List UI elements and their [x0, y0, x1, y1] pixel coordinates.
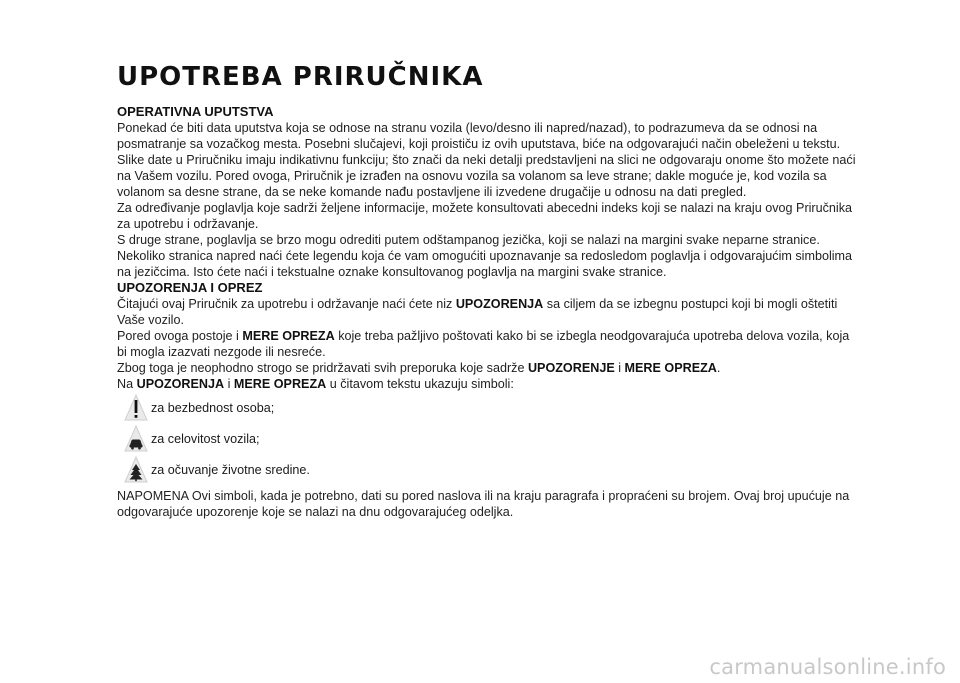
paragraph: Ponekad će biti data uputstva koja se odnose na stranu vozila (levo/desno ili napred/nazad), to podrazumeva da se odnosi na posmatranje sa vozačkog mesta. Posebni slučajevi, koji proističu iz ovih uputstava, biće na odgovarajući način obeleženi u tekstu. — [117, 121, 841, 151]
bold-term: MERE OPREZA — [233, 377, 327, 391]
symbol-row-vehicle — [117, 424, 857, 454]
section-heading-operativna: OPERATIVNA UPUTSTVA — [117, 104, 274, 119]
symbol-label: za bezbednost osoba; — [151, 401, 275, 415]
warning-tree-icon — [123, 455, 149, 485]
bold-term: UPOZORENJA — [136, 377, 225, 391]
paragraph: Za određivanje poglavlja koje sadrži željene informacije, možete konsultovati abecedni indeks koji se nalazi na kraju ovog Priručnika za upotrebu i održavanje. — [117, 201, 853, 231]
symbol-label: za celovitost vozila; — [151, 432, 260, 446]
page-title: UPOTREBA PRIRUČNIKA — [117, 62, 484, 92]
bold-term: UPOZORENJA — [455, 297, 544, 311]
section-heading-upozorenja: UPOZORENJA I OPREZ — [117, 280, 263, 295]
bold-term: MERE OPREZA — [624, 361, 717, 375]
paragraph: S druge strane, poglavlja se brzo mogu odrediti putem odštampanog jezička, koji se nalazi na margini svake neparne stranice. Nekoliko stranica napred naći ćete legendu koja će vam omogućiti upoznavanje sa redosledom poglavlja i odgovarajućim simbolima na jezičcima. Isto ćete naći i tekstualne oznake konsultovanog poglavlja na margini svake stranice. — [117, 233, 853, 279]
note-paragraph: NAPOMENA Ovi simboli, kada je potrebno, dati su pored naslova ili na kraju paragrafa i propraćeni su brojem. Ovaj broj upućuje na odgovarajuće upozorenje koje se nalazi na dnu odgovarajućeg odeljka. — [117, 489, 850, 519]
paragraph: Pored ovoga postoje i MERE OPREZA koje treba pažljivo poštovati kako bi se izbegla neodgovarajuća upotreba delova vozila, koja bi mogla izazvati nezgode ili nesreće. — [117, 329, 850, 359]
symbol-row-environment — [117, 455, 857, 485]
warning-exclamation-icon — [123, 393, 149, 423]
paragraph: Čitajući ovaj Priručnik za upotrebu i održavanje naći ćete niz UPOZORENJA sa ciljem da se izbegnu postupci koji bi mogli oštetiti Vaše vozilo. — [117, 297, 838, 327]
bold-term: UPOZORENJE — [527, 361, 615, 375]
symbol-row-safety — [117, 393, 857, 423]
warning-car-icon — [123, 424, 149, 454]
paragraph: Zbog toga je neophodno strogo se pridržavati svih preporuka koje sadrže UPOZORENJE i MERE OPREZA. — [117, 361, 721, 375]
symbol-label: za očuvanje životne sredine. — [151, 463, 310, 477]
bold-term: MERE OPREZA — [242, 329, 335, 343]
manual-page — [117, 62, 857, 520]
paragraph: Slike date u Priručniku imaju indikativnu funkciju; što znači da neki detalji predstavljeni na slici ne odgovaraju onome što možete naći na Vašem vozilu. Pored ovoga, Priručnik je izrađen na osnovu vozila sa volanom sa leve strane; dakle moguće je, kod vozila sa volanom sa desne strane, da se neke komande nađu postavljene ili izvedene drugačije u odnosu na dati pregled. — [117, 153, 856, 199]
paragraph: Na UPOZORENJA i MERE OPREZA u čitavom tekstu ukazuju simboli: — [117, 377, 514, 391]
watermark: carmanualsonline.info — [709, 655, 946, 679]
